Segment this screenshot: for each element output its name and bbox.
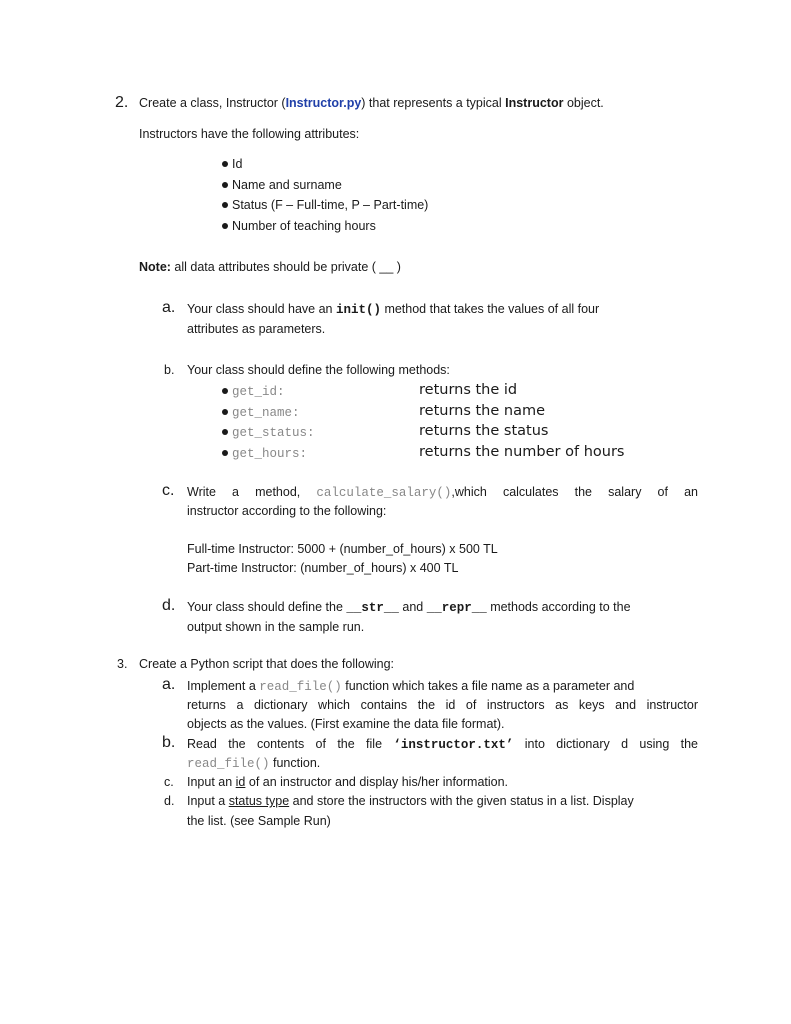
q2-intro-pre: Create a class, Instructor (: [139, 96, 286, 110]
bullet-icon: [222, 182, 228, 188]
q2a-line1: Your class should have an init() method that takes the values of all four: [187, 302, 600, 317]
q2-intro-post: object.: [563, 96, 604, 110]
q2-intro-bold: Instructor: [505, 96, 564, 110]
q2d-letter: d.: [162, 597, 176, 614]
q2-file: Instructor.py: [285, 96, 362, 110]
salary-part-time: Part-time Instructor: (number_of_hours) x 400 TL: [187, 561, 459, 575]
q3d-letter: d.: [164, 794, 175, 808]
method-desc: returns the name: [419, 403, 546, 419]
q3c-line1: Input an id of an instructor and display his/her information.: [187, 775, 509, 789]
salary-code: calculate_salary(): [316, 486, 452, 500]
note-text: all data attributes should be private ( __ ): [170, 260, 401, 274]
id-underlined: id: [235, 775, 246, 789]
q3a-line1: Implement a read_file() function which takes a file name as a parameter and: [187, 679, 635, 694]
method-desc: returns the number of hours: [419, 444, 625, 460]
q2-intro-mid: ) that represents a typical: [361, 96, 506, 110]
attribute-item: Status (F – Full-time, P – Part-time): [222, 198, 428, 212]
method-item: get_id:: [222, 384, 285, 399]
q2d-line2: output shown in the sample run.: [187, 620, 365, 634]
q2-number: 2.: [115, 94, 129, 111]
note-label: Note:: [139, 260, 171, 274]
q2a-line2: attributes as parameters.: [187, 322, 326, 336]
q2c-line1: Write a method, calculate_salary(),which calculates the salary of an: [187, 485, 698, 500]
attribute-item: Name and surname: [222, 178, 342, 192]
repr-code: __repr__: [426, 601, 487, 615]
method-desc: returns the status: [419, 423, 549, 439]
status-type-underlined: status type: [228, 794, 290, 808]
instructor-txt-code: ‘instructor.txt’: [393, 738, 514, 752]
q3a-letter: a.: [162, 676, 176, 693]
q3b-letter: b.: [162, 734, 176, 751]
q2-note: [139, 260, 401, 274]
method-item: get_status:: [222, 425, 315, 440]
q3b-line1: Read the contents of the file ‘instructor.txt’ into dictionary d using the: [187, 737, 698, 752]
init-code: init(): [335, 303, 381, 317]
q3b-line2: read_file() function.: [187, 756, 321, 771]
q2d-line1: Your class should define the __str__ and __repr__ methods according to the: [187, 600, 631, 615]
bullet-icon: [222, 409, 228, 415]
bullet-icon: [222, 429, 228, 435]
attribute-item: Id: [222, 157, 242, 171]
method-desc: returns the id: [419, 382, 518, 398]
attribute-item: Number of teaching hours: [222, 219, 376, 233]
q2c-line2: instructor according to the following:: [187, 504, 387, 518]
read-file-code-2: read_file(): [187, 757, 270, 771]
str-code: __str__: [346, 601, 399, 615]
q3a-line2: returns a dictionary which contains the id of instructors as keys and instructor: [187, 698, 698, 712]
bullet-icon: [222, 450, 228, 456]
bullet-icon: [222, 161, 228, 167]
q3d-line2: the list. (see Sample Run): [187, 814, 331, 828]
q2b-letter: b.: [164, 363, 175, 377]
salary-full-time: Full-time Instructor: 5000 + (number_of_hours) x 500 TL: [187, 542, 498, 556]
method-item: get_name:: [222, 405, 300, 420]
bullet-icon: [222, 202, 228, 208]
q3d-line1: Input a status type and store the instructors with the given status in a list. Display: [187, 794, 634, 808]
q2-attrs-intro: Instructors have the following attributes:: [139, 127, 360, 141]
q3c-letter: c.: [164, 775, 174, 789]
q2b-text: Your class should define the following methods:: [187, 363, 450, 377]
read-file-code: read_file(): [259, 680, 342, 694]
q3-intro: Create a Python script that does the following:: [139, 657, 395, 671]
bullet-icon: [222, 223, 228, 229]
method-item: get_hours:: [222, 446, 307, 461]
q2a-letter: a.: [162, 299, 176, 316]
q3a-line3: objects as the values. (First examine the data file format).: [187, 717, 505, 731]
q3-number: 3.: [117, 657, 128, 671]
q2c-letter: c.: [162, 482, 175, 499]
bullet-icon: [222, 388, 228, 394]
q2-intro: [139, 96, 604, 110]
